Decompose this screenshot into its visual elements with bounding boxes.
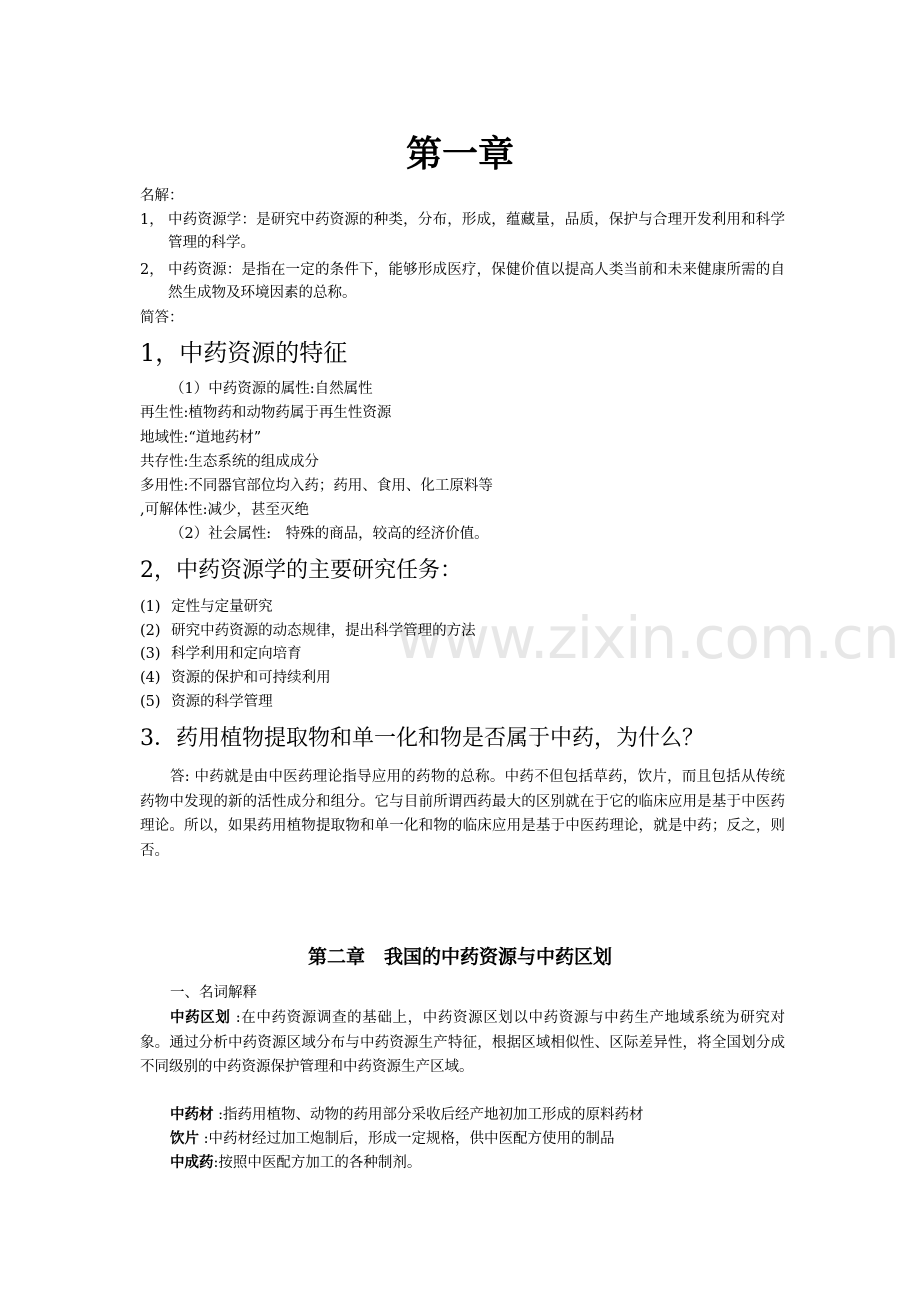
term-text: :在中药资源调查的基础上，中药资源区划以中药资源与中药生产地域系统为研究对象。通过分析中药资源区域分布与中药资源生产特征，根据区域相似性、区际差异性，将全国划分成不同级别的中药资源保护管理和中药资源生产区域。: [140, 1010, 786, 1075]
term-definition: [170, 1151, 421, 1175]
trait-line: 地域性:“道地药材”: [140, 430, 262, 446]
trait-line: 共存性:生态系统的组成成分: [140, 454, 319, 470]
watermark: www.zixin.com.cn: [396, 604, 899, 672]
task-text: 资源的保护和可持续利用: [171, 670, 331, 686]
natural-attribute: （1）中药资源的属性:自然属性: [170, 381, 373, 397]
task-item: [140, 643, 302, 666]
term-text: :中药材经过加工炮制后，形成一定规格，供中医配方使用的制品: [199, 1131, 615, 1147]
task-text: 科学利用和定向培育: [171, 646, 302, 662]
definitions-label: 名解：: [140, 188, 184, 204]
task-item: [140, 596, 273, 619]
q3-answer: 答: 中药就是由中医药理论指导应用的药物的总称。中药不但包括草药，饮片，而且包括从传统药物中发现的新的活性成分和组分。它与目前所谓西药最大的区别就在于它的临床应用是基于中医药理论。所以，如果药用植物提取物和单一化和物的临床应用是基于中医药理论，就是中药；反之，则否。: [140, 769, 785, 859]
chapter1-title: 第一章: [405, 133, 514, 175]
term-name: 饮片: [170, 1130, 199, 1147]
chapter2-title: 第二章 我国的中药资源与中药区划: [307, 946, 612, 968]
trait-line: 再生性:植物药和动物药属于再生性资源: [140, 405, 392, 421]
term-text: :按照中医配方加工的各种制剂。: [213, 1155, 422, 1171]
q3-heading: 3．药用植物提取物和单一化和物是否属于中药，为什么？: [140, 726, 704, 751]
term-definition: [140, 1006, 785, 1080]
definition-number: 1，: [140, 212, 164, 228]
definition-text: 中药资源学：是研究中药资源的种类，分布，形成，蕴藏量，品质，保护与合理开发利用和科学管理的科学。: [168, 212, 785, 251]
task-number: (1): [140, 599, 161, 615]
q2-heading: 2，中药资源学的主要研究任务：: [140, 558, 462, 583]
task-item: [140, 667, 331, 690]
task-item: [140, 691, 273, 714]
task-text: 资源的科学管理: [171, 694, 273, 710]
q1-heading: 1，中药资源的特征: [140, 339, 348, 367]
task-number: (4): [140, 670, 161, 686]
short-answer-label: 简答：: [140, 310, 184, 326]
term-name: 中成药: [170, 1154, 214, 1171]
task-text: 定性与定量研究: [171, 599, 273, 615]
section-label: 一、名词解释: [170, 985, 257, 1001]
definition-item: [140, 259, 785, 305]
term-name: 中药区划: [170, 1009, 231, 1026]
social-attribute: （2）社会属性: 特殊的商品，较高的经济价值。: [170, 526, 489, 542]
task-number: (3): [140, 646, 161, 662]
definition-text: 中药资源：是指在一定的条件下，能够形成医疗，保健价值以提高人类当前和未来健康所需的自然生成物及环境因素的总称。: [168, 262, 785, 301]
task-number: (2): [140, 623, 161, 639]
definition-item: [140, 209, 785, 255]
trait-line: ,可解体性:减少，甚至灭绝: [140, 502, 309, 518]
task-number: (5): [140, 694, 161, 710]
task-text: 研究中药资源的动态规律，提出科学管理的方法: [171, 623, 476, 639]
task-item: [140, 620, 476, 643]
definition-number: 2，: [140, 262, 164, 278]
trait-line: 多用性:不同器官部位均入药；药用、食用、化工原料等: [140, 478, 493, 494]
term-definition: [170, 1103, 644, 1127]
term-definition: [170, 1127, 615, 1151]
term-name: 中药材: [170, 1106, 214, 1123]
term-text: :指药用植物、动物的药用部分采收后经产地初加工形成的原料药材: [213, 1107, 644, 1123]
